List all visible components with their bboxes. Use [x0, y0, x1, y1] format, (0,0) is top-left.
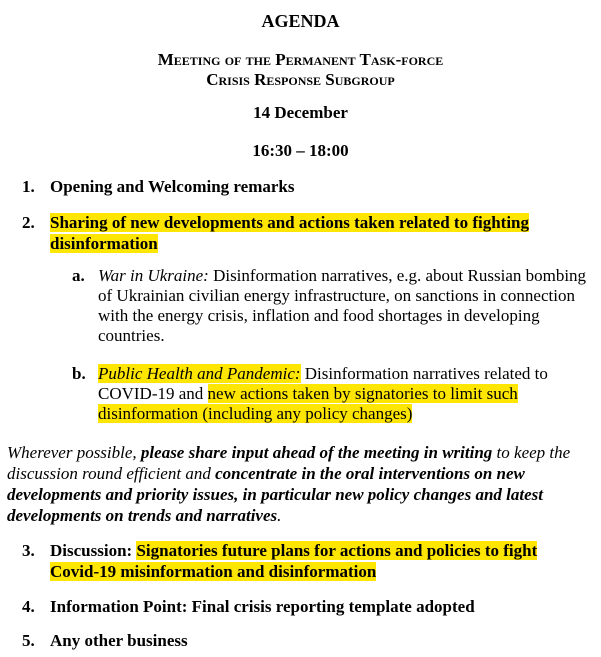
- agenda-subitem-text: Disinformation narratives, e.g. about Russian bombing of Ukrainian civilian energy infrastructure, on sanctions in connection with the energy crisis, inflation and food shortages in developing countries.: [98, 266, 587, 345]
- note-part-1: Wherever possible,: [7, 443, 137, 462]
- note-part-3: to keep the discussion round efficient and: [7, 443, 571, 483]
- agenda-item-text: Information Point: Final crisis reporting template adopted: [50, 597, 475, 616]
- agenda-item-number: 3.: [22, 541, 35, 560]
- agenda-item-text-highlighted: Signatories future plans for actions and policies to fight Covid-19 misinformation and disinformation: [50, 541, 538, 581]
- agenda-subitem-text: Disinformation narratives related to COVID-19 and: [98, 364, 548, 403]
- agenda-subitem-topic-highlighted: Public Health and Pandemic:: [98, 364, 301, 383]
- note-part-2-bold: please share input ahead of the meeting in writing: [140, 443, 493, 462]
- agenda-item-label: Discussion:: [50, 541, 133, 560]
- note-part-5: .: [277, 506, 282, 525]
- agenda-item-text: Any other business: [50, 631, 188, 650]
- instructions-note: [7, 442, 597, 526]
- agenda-subitem-letter: b.: [72, 364, 86, 383]
- agenda-title: AGENDA: [261, 11, 340, 31]
- agenda-item-number: 5.: [22, 631, 35, 650]
- meeting-date: 14 December: [253, 103, 348, 122]
- agenda-subitem-letter: a.: [72, 266, 85, 285]
- meeting-subtitle-line1: Meeting of the Permanent Task-force: [157, 50, 444, 69]
- agenda-item-number: 4.: [22, 597, 35, 616]
- agenda-item-text-highlighted: Sharing of new developments and actions taken related to fighting disinformation: [50, 213, 530, 253]
- agenda-item-number: 1.: [22, 177, 35, 196]
- note-part-4-bold: concentrate in the oral interventions on new developments and priority issues, in particular new policy changes and latest developments on trends and narratives: [7, 464, 543, 525]
- meeting-subtitle-line2: Crisis Response Subgroup: [206, 70, 395, 89]
- agenda-subitem-text-highlighted: new actions taken by signatories to limit such disinformation (including any policy changes): [98, 384, 518, 423]
- agenda-item-number: 2.: [22, 213, 35, 232]
- meeting-time: 16:30 – 18:00: [252, 141, 349, 160]
- agenda-subitem-topic: War in Ukraine:: [98, 266, 209, 285]
- agenda-item-text: Opening and Welcoming remarks: [50, 177, 295, 196]
